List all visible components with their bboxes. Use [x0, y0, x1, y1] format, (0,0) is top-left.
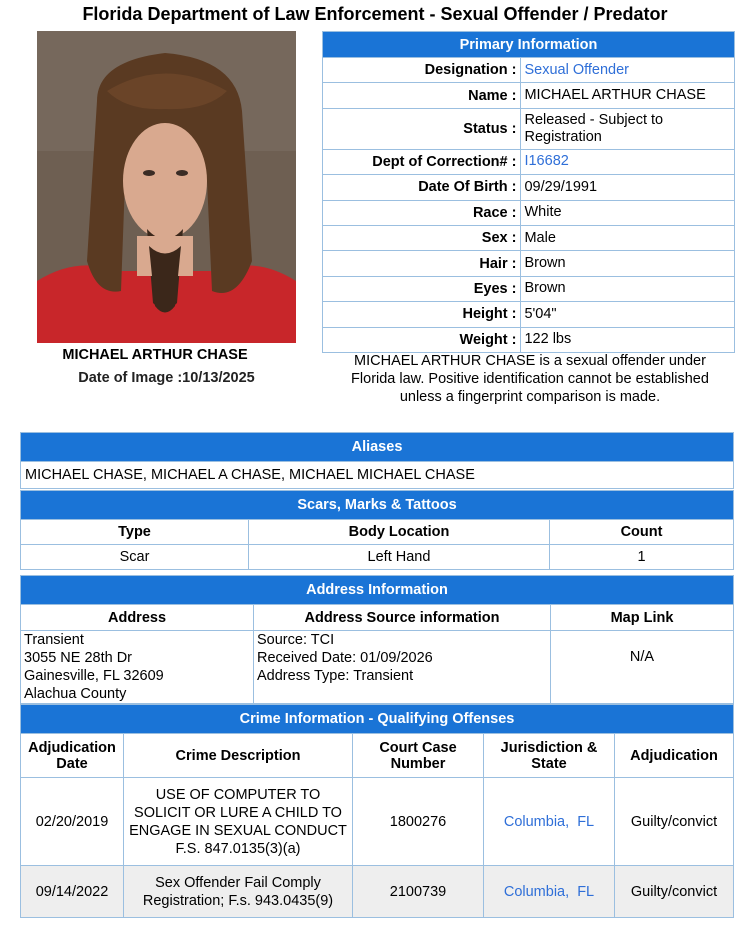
crime-row [21, 866, 734, 918]
crime-description: USE OF COMPUTER TO SOLICIT OR LURE A CHILD TO ENGAGE IN SEXUAL CONDUCT F.S. 847.0135(3)(a) [124, 778, 353, 866]
address-col-address: Address [21, 605, 254, 631]
source-line: Address Type: Transient [257, 668, 414, 684]
address-information-table [20, 575, 734, 704]
crime-date: 02/20/2019 [21, 778, 124, 866]
crime-jurisdiction-link[interactable]: Columbia, FL [484, 778, 615, 866]
primary-information-header: Primary Information [323, 32, 735, 58]
scar-count: 1 [550, 545, 734, 570]
crime-adjudication: Guilty/convict [615, 778, 734, 866]
scar-body-location: Left Hand [249, 545, 550, 570]
height-value: 5'04" [521, 302, 735, 327]
hair-value: Brown [521, 251, 735, 276]
eyes-label: Eyes : [323, 276, 521, 301]
race-label: Race : [323, 200, 521, 225]
sex-value: Male [521, 225, 735, 250]
page-title: Florida Department of Law Enforcement - Sexual Offender / Predator [82, 4, 668, 24]
address-line: 3055 NE 28th Dr [24, 650, 133, 666]
primary-information-table [322, 31, 735, 353]
race-value: White [521, 200, 735, 225]
weight-label: Weight : [323, 327, 521, 352]
crime-jurisdiction-link[interactable]: Columbia, FL [484, 866, 615, 918]
crime-information-table [20, 704, 734, 918]
scar-type: Scar [21, 545, 249, 570]
weight-value: 122 lbs [521, 327, 735, 352]
crime-adjudication: Guilty/convict [615, 866, 734, 918]
photo-caption-name: MICHAEL ARTHUR CHASE [62, 347, 248, 363]
dept-of-correction-link[interactable]: I16682 [521, 149, 735, 174]
designation-label: Designation : [323, 58, 521, 83]
scars-marks-tattoos-table [20, 490, 734, 570]
crime-col-jurisdiction: Jurisdiction & State [484, 734, 615, 778]
date-of-birth-label: Date Of Birth : [323, 175, 521, 200]
height-label: Height : [323, 302, 521, 327]
crime-col-description: Crime Description [124, 734, 353, 778]
crime-col-adjudication: Adjudication [615, 734, 734, 778]
scars-col-body-location: Body Location [249, 520, 550, 545]
crime-row [21, 778, 734, 866]
photo-caption-date [37, 370, 296, 386]
address-line: Gainesville, FL 32609 [24, 668, 164, 684]
name-label: Name : [323, 83, 521, 108]
dept-of-correction-label: Dept of Correction# : [323, 149, 521, 174]
aliases-table [20, 432, 734, 489]
crime-header: Crime Information - Qualifying Offenses [21, 705, 734, 734]
crime-case-number: 2100739 [353, 866, 484, 918]
crime-col-adjudication-date: Adjudication Date [21, 734, 124, 778]
source-line: Received Date: 01/09/2026 [257, 650, 433, 666]
status-label: Status : [323, 108, 521, 149]
date-of-image-label: Date of Image : [78, 370, 183, 386]
name-value: MICHAEL ARTHUR CHASE [521, 83, 735, 108]
address-cell [21, 631, 254, 704]
address-line: Transient [24, 632, 84, 648]
offender-photo-image [37, 31, 296, 343]
aliases-value: MICHAEL CHASE, MICHAEL A CHASE, MICHAEL MICHAEL CHASE [21, 462, 734, 489]
status-value: Released - Subject to Registration [521, 108, 735, 149]
crime-date: 09/14/2022 [21, 866, 124, 918]
scars-col-type: Type [21, 520, 249, 545]
crime-description: Sex Offender Fail Comply Registration; F.s. 943.0435(9) [124, 866, 353, 918]
address-header: Address Information [21, 576, 734, 605]
address-col-map-link: Map Link [551, 605, 734, 631]
address-col-source: Address Source information [254, 605, 551, 631]
designation-link[interactable]: Sexual Offender [521, 58, 735, 83]
source-line: Source: TCI [257, 632, 335, 648]
scars-col-count: Count [550, 520, 734, 545]
scars-header: Scars, Marks & Tattoos [21, 491, 734, 520]
crime-col-court-case: Court Case Number [353, 734, 484, 778]
date-of-birth-value: 09/29/1991 [521, 175, 735, 200]
map-link-value: N/A [551, 631, 734, 704]
hair-label: Hair : [323, 251, 521, 276]
aliases-header: Aliases [21, 433, 734, 462]
offender-photo [37, 31, 296, 343]
identification-note: MICHAEL ARTHUR CHASE is a sexual offender under Florida law. Positive identification cannot be established unless a fingerprint comparison is made. [351, 353, 709, 405]
date-of-image-value: 10/13/2025 [182, 370, 255, 386]
address-line: Alachua County [24, 686, 127, 702]
crime-case-number: 1800276 [353, 778, 484, 866]
sex-label: Sex : [323, 225, 521, 250]
address-source-cell [254, 631, 551, 704]
eyes-value: Brown [521, 276, 735, 301]
